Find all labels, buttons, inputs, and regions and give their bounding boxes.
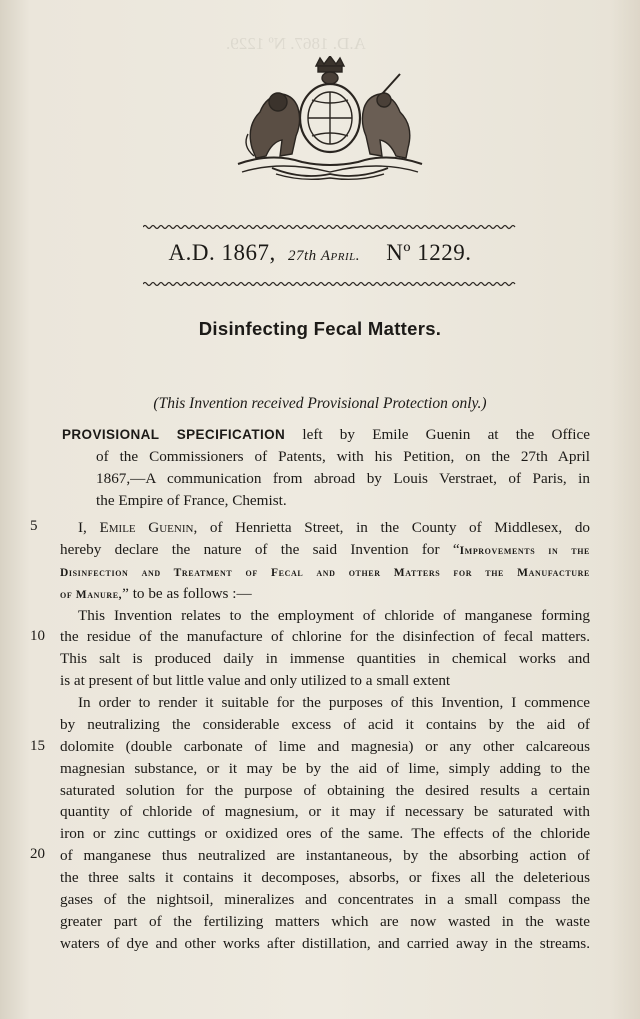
body-line-7: This salt is produced daily in immense quantities in chemical works and xyxy=(60,650,590,667)
body-line-1: I, Emile Guenin, of Henrietta Street, in the County of Middlesex, do xyxy=(78,519,591,536)
patent-number: Nº 1229. xyxy=(386,240,472,265)
body-line-11: dolomite (double carbonate of lime and magnesia) or any other calcareous xyxy=(60,738,590,755)
body-line-10: by neutralizing the considerable excess of acid it contains by the aid of xyxy=(60,716,590,733)
body-line-15: iron or zinc cuttings or oxidized ores of the same. The effects of the chloride xyxy=(60,825,590,842)
provisional-line-1: PROVISIONAL SPECIFICATION left by Emile Guenin at the Office xyxy=(62,426,590,443)
body-line-12: magnesian substance, or it may be by the aid of lime, simply adding to the xyxy=(60,760,590,777)
body-line-3: Disinfection and Treatment of Fecal and other Matters for the Manufacture xyxy=(60,567,590,579)
wavy-rule-bottom xyxy=(143,281,517,287)
line-number-5: 5 xyxy=(30,518,38,534)
body-line-8: is at present of but little value and only utilized to a small extent xyxy=(60,672,451,689)
line-number-20: 20 xyxy=(30,846,45,862)
protection-note: (This Invention received Provisional Protection only.) xyxy=(153,395,487,412)
body-line-19: greater part of the fertilizing matters which are now wasted in the waste xyxy=(60,913,590,930)
provisional-line-4: the Empire of France, Chemist. xyxy=(96,492,287,509)
body-line-14: quantity of chloride of magnesium, or it may if necessary be saturated with xyxy=(60,803,590,820)
royal-coat-of-arms-icon xyxy=(232,56,428,182)
provisional-line-3: 1867,—A communication from abroad by Louis Verstraet, of Paris, in xyxy=(96,470,590,487)
body-line-6: the residue of the manufacture of chlorine for the disinfection of fecal matters. xyxy=(60,628,590,645)
line-number-15: 15 xyxy=(30,738,45,754)
provisional-line-2: of the Commissioners of Patents, with his Petition, on the 27th April xyxy=(96,448,590,465)
body-line-18: gases of the nightsoil, mineralizes and concentrates in a small compass the xyxy=(60,891,590,908)
body-line-20: waters of dye and other works after distillation, and carried away in the streams. xyxy=(60,935,590,952)
body-line-5: This Invention relates to the employment of chloride of manganese forming xyxy=(78,607,590,624)
body-line-16: of manganese thus neutralized are instantaneous, by the absorbing action of xyxy=(60,847,590,864)
line-number-10: 10 xyxy=(30,628,45,644)
patent-header xyxy=(0,240,640,266)
invention-subject: Disinfecting Fecal Matters. xyxy=(198,318,442,339)
body-line-4: of Manure,” to be as follows :— xyxy=(60,585,252,602)
ad-year: A.D. 1867, xyxy=(168,240,276,265)
body-line-13: saturated solution for the purpose of obtaining the desired results a certain xyxy=(60,782,590,799)
date: 27th April. xyxy=(287,248,361,264)
wavy-rule-top xyxy=(143,224,517,230)
body-line-17: the three salts it contains it decomposes, absorbs, or fixes all the deleterious xyxy=(60,869,590,886)
body-line-9: In order to render it suitable for the purposes of this Invention, I commence xyxy=(78,694,590,711)
body-line-2: hereby declare the nature of the said Invention for “Improvements in the xyxy=(60,541,590,558)
bleed-through-text: A.D. 1867. Nº 1229. xyxy=(226,34,366,53)
